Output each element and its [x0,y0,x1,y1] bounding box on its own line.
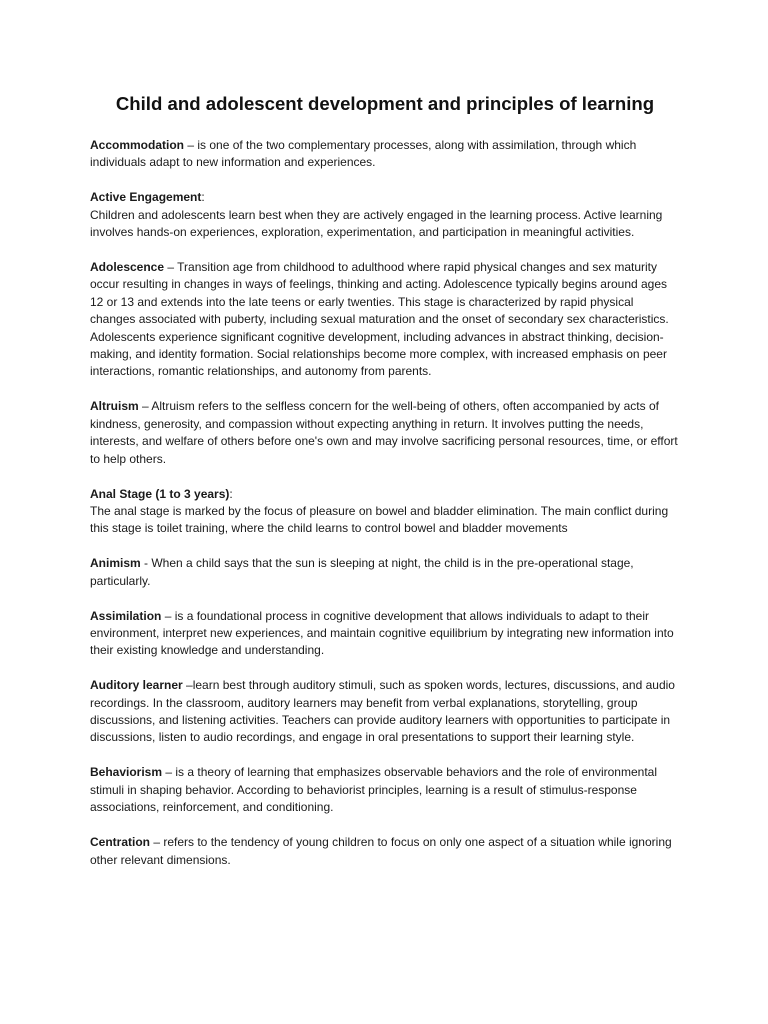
entry-definition: When a child says that the sun is sleeping at night, the child is in the pre-operational stage, particularly. [90,556,634,588]
entry-separator: – [162,765,176,780]
entry-separator: – [150,835,164,850]
entry-definition: Children and adolescents learn best when they are actively engaged in the learning process. Active learning involves hands-on experiences, exploration, experimentation, and participation in meaningful activities. [90,207,663,240]
entry-term: Assimilation [90,608,162,623]
entry-separator: - [140,556,152,571]
document-body [90,92,680,886]
entry-separator: – [138,399,152,414]
entry-term: Centration [90,835,150,850]
glossary-entry-adolescence [90,259,680,381]
entry-term: Animism [90,556,141,571]
glossary-entry-altruism [90,398,680,468]
entry-term: Behaviorism [90,765,163,780]
entry-definition: is a foundational process in cognitive development that allows individuals to adapt to their environment, interpret new experiences, and maintain cognitive equilibrium by integrating new information into their existing knowledge and understanding. [90,608,674,658]
entry-separator: – [161,608,175,623]
entry-term: Anal Stage (1 to 3 years) [90,486,230,501]
entry-definition: refers to the tendency of young children to focus on only one aspect of a situation while ignoring other relevant dimensions. [90,835,672,867]
document-title: Child and adolescent development and principles of learning [115,93,655,114]
entry-separator: – [164,260,178,275]
glossary-entry-anal-stage [90,486,680,538]
entry-definition: The anal stage is marked by the focus of pleasure on bowel and bladder elimination. The main conflict during this stage is toilet training, where the child learns to control bowel and bladder movements [90,503,669,536]
entry-separator: : [201,190,205,205]
entry-term: Altruism [90,399,139,414]
entry-separator: – [182,678,193,693]
glossary-entry-active-engagement [90,189,680,241]
entry-definition: is one of the two complementary processes, along with assimilation, through which individuals adapt to new information and experiences. [90,138,637,170]
entry-separator: – [184,138,198,152]
glossary-entry-behaviorism [90,764,680,816]
glossary-entry-assimilation [90,608,680,660]
entry-definition: Altruism refers to the selfless concern for the well-being of others, often accompanied by acts of kindness, generosity, and compassion without expecting anything in return. It involves putting the needs, interests, and welfare of others before one's own and may involve sacrificing personal resources, time, or effort to help others. [90,399,678,466]
entry-definition: learn best through auditory stimuli, such as spoken words, lectures, discussions, and audio recordings. In the classroom, auditory learners may benefit from verbal explanations, storytelling, group discussions, and listening activities. Teachers can provide auditory learners with opportunities to participate in discussions, listen to audio recordings, and engage in oral presentations to support their learning style. [90,678,675,745]
glossary-entry-centration [90,834,680,869]
entry-term: Adolescence [90,260,165,275]
entry-term: Active Engagement [90,190,202,205]
entry-term: Accommodation [90,138,185,152]
entry-definition: Transition age from childhood to adulthood where rapid physical changes and sex maturity occur resulting in changes in ways of feelings, thinking and acting. Adolescence typically begins around ages 12 or 13 and extends into the late teens or early twenties. This stage is characterized by rapid physical changes associated with puberty, including sexual maturation and the onset of secondary sex characteristics. Adolescents experience significant cognitive development, including advances in abstract thinking, decision-making, and identity formation. Social relationships become more complex, with increased emphasis on peer interactions, romantic relationships, and autonomy from parents. [90,260,669,379]
entry-separator: : [229,486,233,501]
glossary-entry-accommodation [90,137,680,172]
entry-term: Auditory learner [90,678,183,693]
glossary-entry-auditory-learner [90,677,680,747]
glossary-entry-animism [90,555,680,590]
entry-definition: is a theory of learning that emphasizes observable behaviors and the role of environmental stimuli in shaping behavior. According to behaviorist principles, learning is a result of stimulus-response associations, reinforcement, and conditioning. [90,765,657,815]
